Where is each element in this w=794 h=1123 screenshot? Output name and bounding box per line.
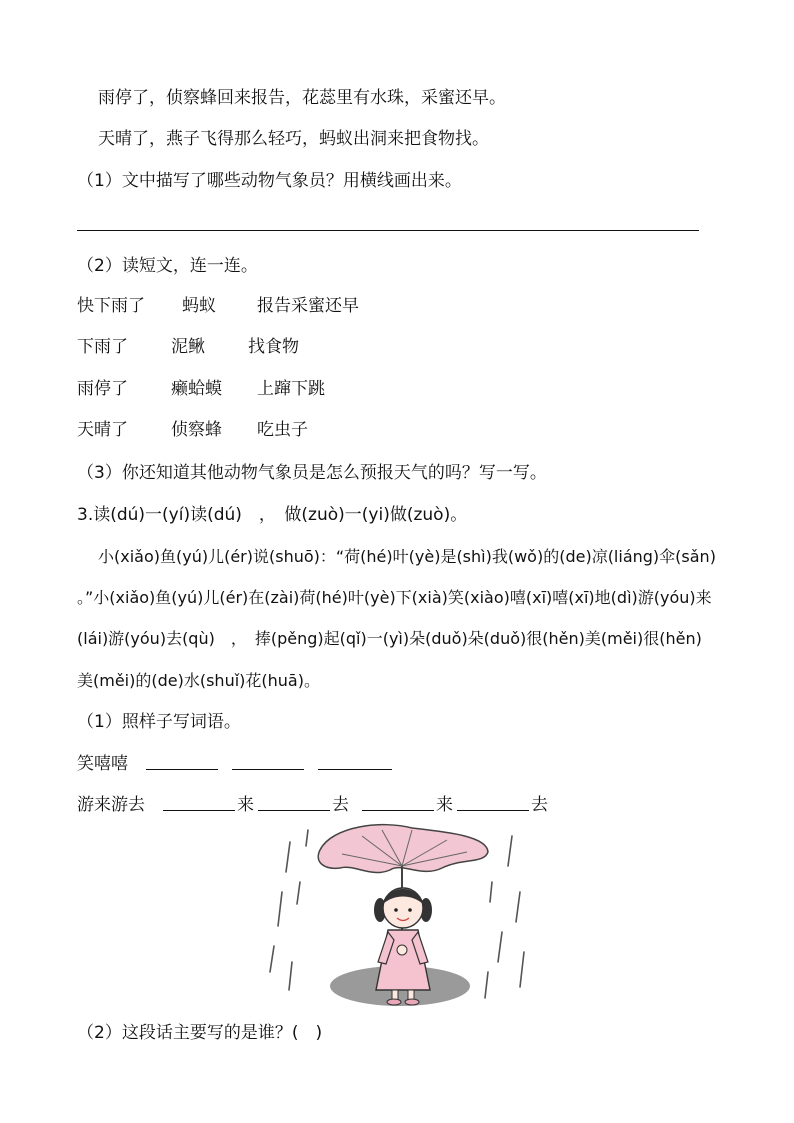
question-1-text: （1）文中描写了哪些动物气象员？用横线画出来。 (77, 171, 462, 191)
match-row-condition: 天晴了 (77, 420, 128, 440)
match-row-animal: 泥鳅 (171, 337, 205, 357)
lai-char: 来 (237, 795, 254, 815)
passage-line-text: 小(xiǎo)鱼(yú)儿(ér)说(shuō)：“荷(hé)叶(yè)是(shì)我(wǒ)的(de)凉(liáng)伞(sǎn) (98, 547, 716, 566)
answer-blank[interactable] (258, 793, 330, 811)
match-row-animal: 侦察蜂 (171, 420, 222, 440)
example-word: 笑嘻嘻 (77, 754, 128, 774)
answer-blank[interactable] (146, 752, 218, 770)
answer-line[interactable] (77, 230, 699, 231)
answer-blank[interactable] (232, 752, 304, 770)
match-row-behavior: 上蹿下跳 (257, 379, 325, 399)
qu-char: 去 (531, 795, 548, 815)
poem-line-2-text: 天晴了，燕子飞得那么轻巧，蚂蚁出洞来把食物找。 (98, 129, 489, 149)
section-3-heading-text: 3.读(dú)一(yí)读(dú) ， 做(zuò)一(yi)做(zuò)。 (77, 505, 468, 525)
sub-question-2-text: （2）这段话主要写的是谁？( ) (77, 1023, 323, 1043)
passage-line-text: (lái)游(yóu)去(qù) ， 捧(pěng)起(qǐ)一(yì)朵(duǒ)朵(duǒ)很(hěn)美(měi)很(hěn) (77, 629, 702, 648)
match-row-behavior: 吃虫子 (257, 420, 308, 440)
match-row-animal: 蚂蚁 (182, 296, 216, 316)
answer-blank[interactable] (362, 793, 434, 811)
poem-line-1-text: 雨停了，侦察蜂回来报告，花蕊里有水珠，采蜜还早。 (98, 88, 506, 108)
match-row-animal: 癞蛤蟆 (171, 379, 222, 399)
match-row-behavior: 报告采蜜还早 (257, 296, 359, 316)
match-row-behavior: 找食物 (248, 337, 299, 357)
answer-blank[interactable] (457, 793, 529, 811)
question-3-text: （3）你还知道其他动物气象员是怎么预报天气的吗？写一写。 (77, 463, 547, 483)
example-word: 游来游去 (77, 795, 145, 815)
match-row-condition: 雨停了 (77, 379, 128, 399)
sub-question-1-text: （1）照样子写词语。 (77, 712, 241, 732)
lai-char: 来 (436, 795, 453, 815)
girl-umbrella-illustration (262, 822, 532, 1010)
match-row-condition: 快下雨了 (77, 296, 145, 316)
qu-char: 去 (332, 795, 349, 815)
passage-line-text: 美(měi)的(de)水(shuǐ)花(huā)。 (77, 671, 320, 690)
question-2-text: （2）读短文，连一连。 (77, 256, 258, 276)
match-row-condition: 下雨了 (77, 337, 128, 357)
answer-blank[interactable] (318, 752, 392, 770)
answer-blank[interactable] (163, 793, 235, 811)
passage-line-text: 。”小(xiǎo)鱼(yú)儿(ér)在(zài)荷(hé)叶(yè)下(xià)笑(xiào)嘻(xī)嘻(xī)地(dì)游(yóu)来 (77, 588, 712, 607)
